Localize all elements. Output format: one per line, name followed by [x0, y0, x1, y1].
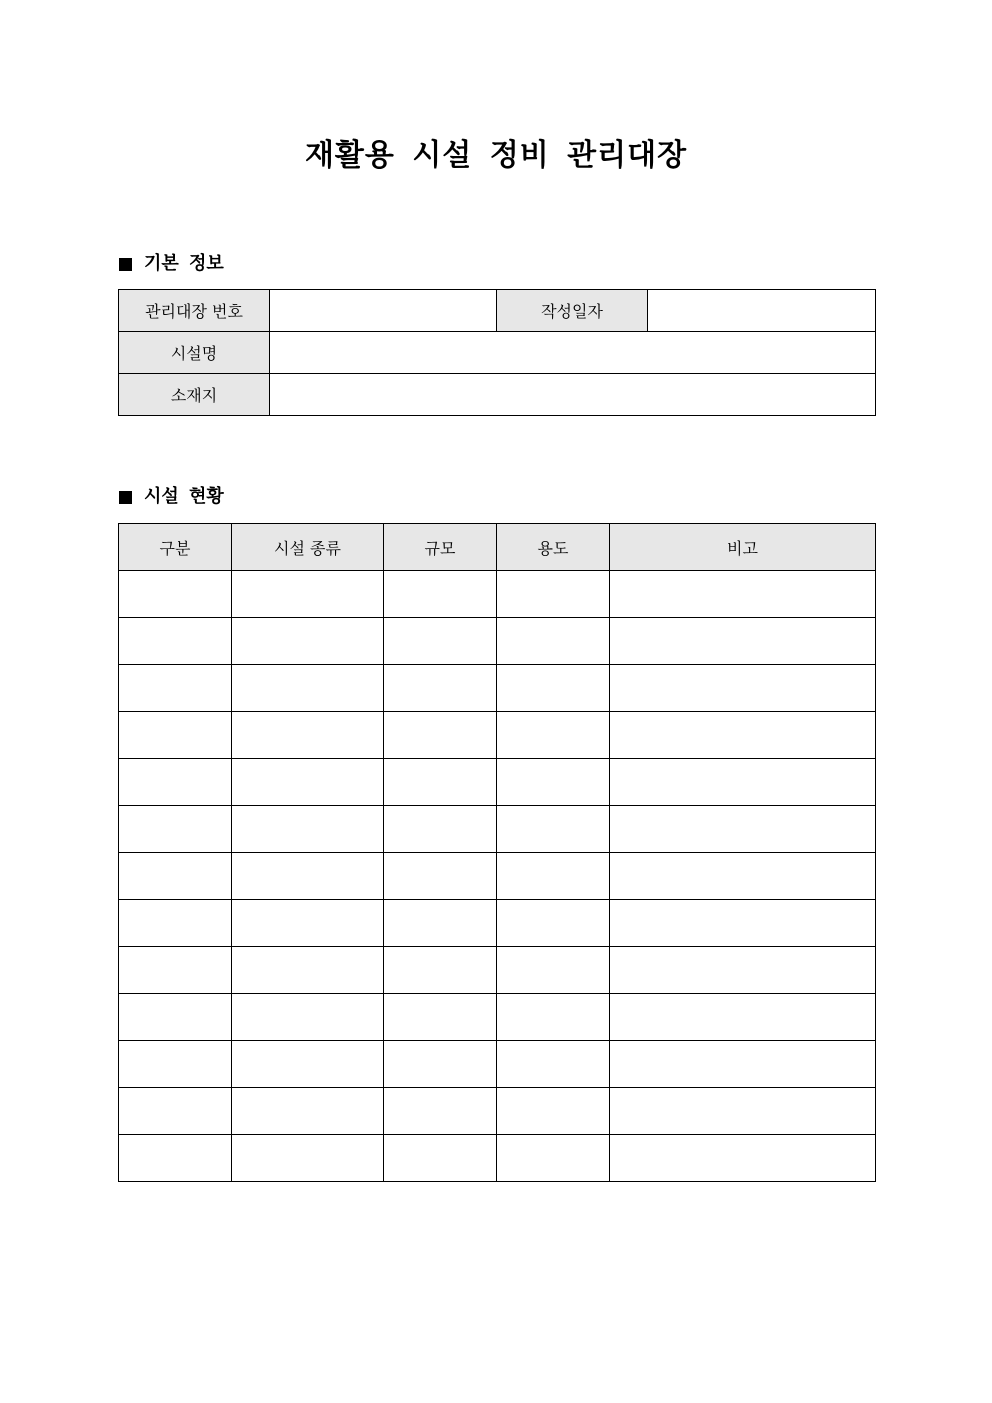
table-row [119, 1088, 876, 1135]
facility-type-cell[interactable] [232, 1135, 384, 1182]
category-cell[interactable] [119, 806, 232, 853]
category-cell[interactable] [119, 759, 232, 806]
table-header-row [119, 524, 876, 571]
remarks-cell[interactable] [610, 571, 876, 618]
category-cell[interactable] [119, 900, 232, 947]
facility-type-cell[interactable] [232, 571, 384, 618]
scale-cell[interactable] [384, 618, 497, 665]
square-bullet-icon [119, 491, 132, 504]
purpose-cell[interactable] [497, 1088, 610, 1135]
column-header-remarks: 비고 [610, 524, 876, 571]
purpose-cell[interactable] [497, 947, 610, 994]
scale-cell[interactable] [384, 947, 497, 994]
category-cell[interactable] [119, 1041, 232, 1088]
remarks-cell[interactable] [610, 665, 876, 712]
scale-cell[interactable] [384, 900, 497, 947]
scale-cell[interactable] [384, 806, 497, 853]
ledger-number-label: 관리대장 번호 [119, 290, 270, 332]
table-row [119, 994, 876, 1041]
facility-type-cell[interactable] [232, 994, 384, 1041]
document-title: 재활용 시설 정비 관리대장 [304, 138, 688, 173]
written-date-field[interactable] [648, 290, 876, 332]
written-date-label: 작성일자 [497, 290, 648, 332]
ledger-number-field[interactable] [270, 290, 497, 332]
remarks-cell[interactable] [610, 900, 876, 947]
table-row [119, 806, 876, 853]
scale-cell[interactable] [384, 571, 497, 618]
purpose-cell[interactable] [497, 1041, 610, 1088]
table-row [119, 947, 876, 994]
scale-cell[interactable] [384, 994, 497, 1041]
facility-type-cell[interactable] [232, 1088, 384, 1135]
facility-type-cell[interactable] [232, 618, 384, 665]
purpose-cell[interactable] [497, 806, 610, 853]
table-row [119, 900, 876, 947]
facility-type-cell[interactable] [232, 806, 384, 853]
table-row [119, 853, 876, 900]
facility-type-cell[interactable] [232, 947, 384, 994]
category-cell[interactable] [119, 947, 232, 994]
category-cell[interactable] [119, 618, 232, 665]
column-header-category: 구분 [119, 524, 232, 571]
remarks-cell[interactable] [610, 712, 876, 759]
section-heading-text: 시설 현황 [144, 486, 224, 507]
remarks-cell[interactable] [610, 994, 876, 1041]
facility-type-cell[interactable] [232, 712, 384, 759]
table-row [119, 1041, 876, 1088]
category-cell[interactable] [119, 1135, 232, 1182]
table-row [119, 665, 876, 712]
column-header-facility-type: 시설 종류 [232, 524, 384, 571]
facility-status-table [118, 523, 876, 1182]
remarks-cell[interactable] [610, 1088, 876, 1135]
scale-cell[interactable] [384, 712, 497, 759]
facility-type-cell[interactable] [232, 853, 384, 900]
facility-name-field[interactable] [270, 332, 876, 374]
facility-name-label: 시설명 [119, 332, 270, 374]
facility-type-cell[interactable] [232, 1041, 384, 1088]
table-row [119, 759, 876, 806]
purpose-cell[interactable] [497, 759, 610, 806]
location-label: 소재지 [119, 374, 270, 416]
facility-type-cell[interactable] [232, 759, 384, 806]
scale-cell[interactable] [384, 1041, 497, 1088]
section-heading-text: 기본 정보 [144, 253, 224, 274]
basic-info-table [118, 289, 876, 416]
table-row [119, 712, 876, 759]
column-header-scale: 규모 [384, 524, 497, 571]
scale-cell[interactable] [384, 853, 497, 900]
category-cell[interactable] [119, 1088, 232, 1135]
remarks-cell[interactable] [610, 947, 876, 994]
purpose-cell[interactable] [497, 618, 610, 665]
scale-cell[interactable] [384, 759, 497, 806]
scale-cell[interactable] [384, 1088, 497, 1135]
facility-type-cell[interactable] [232, 900, 384, 947]
purpose-cell[interactable] [497, 1135, 610, 1182]
purpose-cell[interactable] [497, 853, 610, 900]
remarks-cell[interactable] [610, 1135, 876, 1182]
facility-type-cell[interactable] [232, 665, 384, 712]
remarks-cell[interactable] [610, 1041, 876, 1088]
column-header-purpose: 용도 [497, 524, 610, 571]
purpose-cell[interactable] [497, 712, 610, 759]
purpose-cell[interactable] [497, 571, 610, 618]
square-bullet-icon [119, 258, 132, 271]
section-heading-facility-status [119, 485, 224, 509]
purpose-cell[interactable] [497, 994, 610, 1041]
table-row [119, 1135, 876, 1182]
category-cell[interactable] [119, 712, 232, 759]
scale-cell[interactable] [384, 665, 497, 712]
location-field[interactable] [270, 374, 876, 416]
category-cell[interactable] [119, 994, 232, 1041]
remarks-cell[interactable] [610, 853, 876, 900]
table-row [119, 618, 876, 665]
category-cell[interactable] [119, 853, 232, 900]
section-heading-basic-info [119, 252, 224, 276]
purpose-cell[interactable] [497, 900, 610, 947]
remarks-cell[interactable] [610, 806, 876, 853]
table-row [119, 571, 876, 618]
category-cell[interactable] [119, 665, 232, 712]
remarks-cell[interactable] [610, 618, 876, 665]
scale-cell[interactable] [384, 1135, 497, 1182]
purpose-cell[interactable] [497, 665, 610, 712]
remarks-cell[interactable] [610, 759, 876, 806]
category-cell[interactable] [119, 571, 232, 618]
